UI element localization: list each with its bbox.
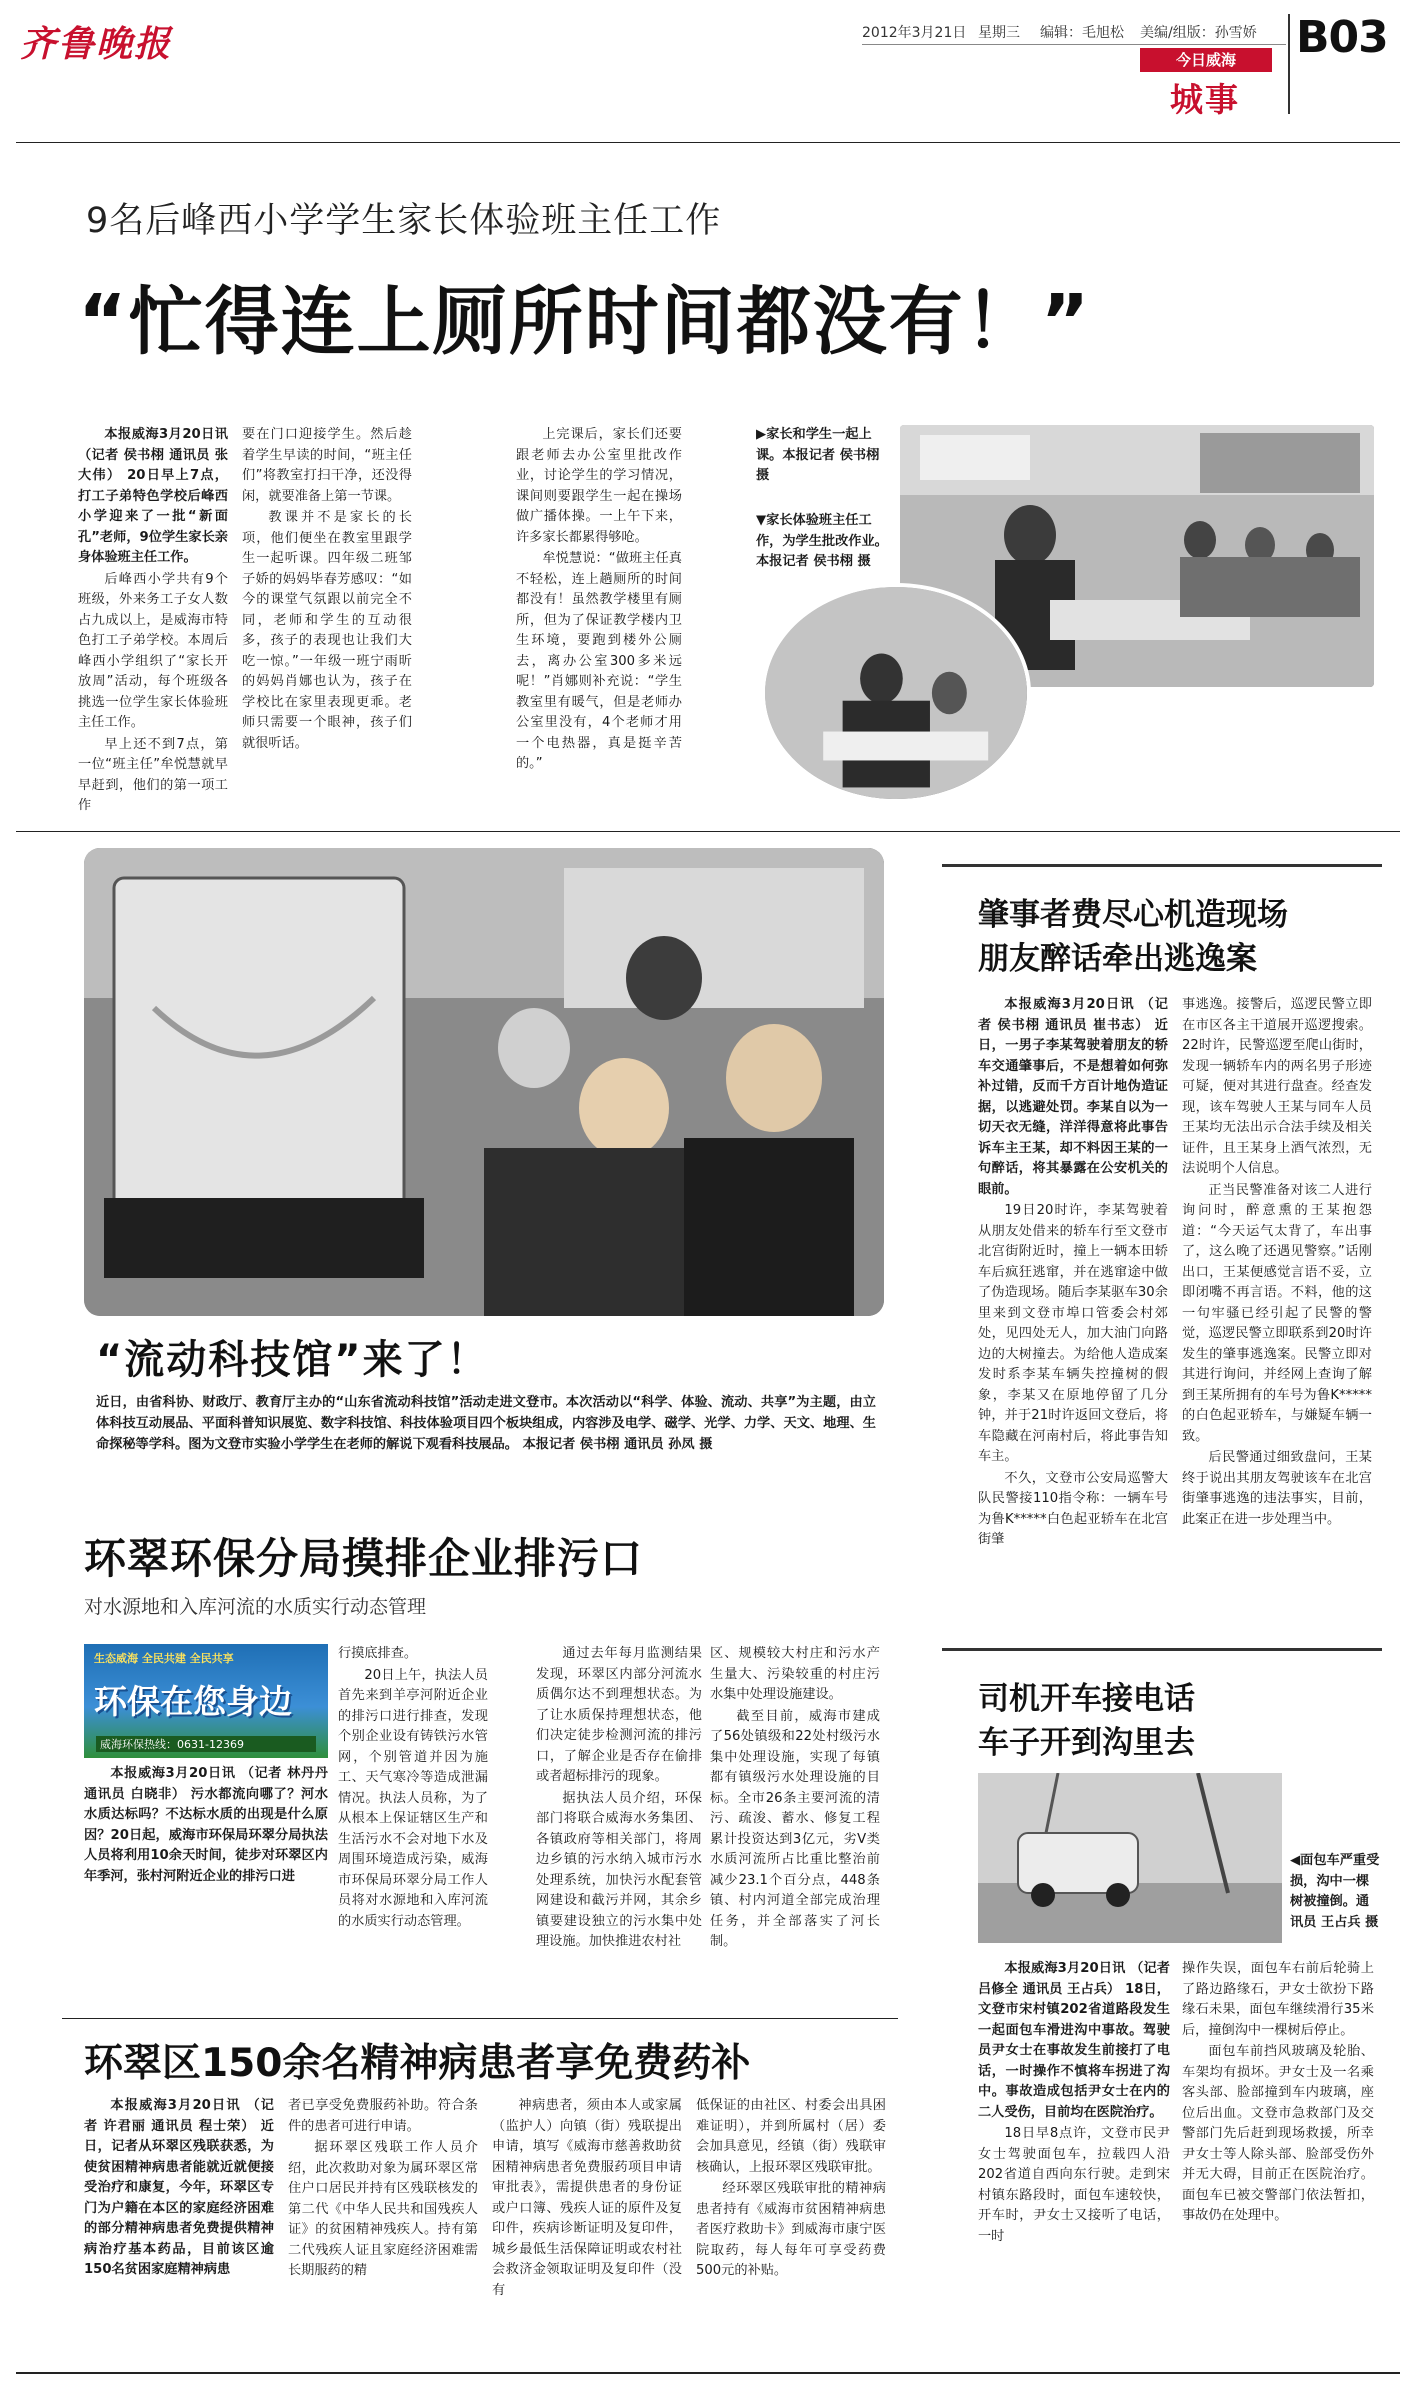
- paragraph: 20日上午，执法人员首先来到羊亭河附近企业的排污口进行排查，发现个别企业设有铸铁污水管网，个别管道并因为施工、天气寒冷等造成泄漏情况。执法人员称，为了从根本上保证辖区生产和生活污水不会对地下水及周围环境造成污染，威海市环保局环翠分局工作人员将对水源地和入库河流的水质实行动态管理。: [338, 1667, 488, 1929]
- article-parent-teacher: [16, 142, 1400, 832]
- article-phone-driving: [942, 1648, 1382, 2368]
- photo-crashed-van: [978, 1773, 1282, 1943]
- issue-date: 2012年3月21日: [862, 25, 967, 41]
- paragraph: 据环翠区残联工作人员介绍，此次救助对象为属环翠区常住户口居民并持有区残联核发的第二代《中华人民共和国残疾人证》的贫困精神残疾人。持有第二代残疾人证且家庭经济困难需长期服药的精: [288, 2140, 478, 2278]
- paragraph: 本报威海3月20日讯 （记者 吕修全 通讯员 王占兵） 18日，文登市宋村镇202省道路段发生一起面包车滑进沟中事故。驾驶员尹女士在事故发生前接打了电话，一时操作不慎将车拐进了沟中。事故造成包括尹女士在内的二人受伤，目前均在医院治疗。: [978, 1961, 1170, 2120]
- paragraph: 者已享受免费服药补助。符合条件的患者可进行申请。: [288, 2098, 478, 2134]
- pollution-column-2: [338, 1644, 488, 1933]
- article1-column-1: [78, 425, 228, 818]
- hitrun-headline-line2: 朋友醉话牵出逃逸案: [978, 941, 1257, 977]
- editor-credit: 编辑：毛旭松: [1040, 25, 1124, 41]
- designer-credit: 美编/组版：孙雪娇: [1140, 25, 1257, 41]
- hitrun-column-2: [1182, 995, 1372, 1531]
- paragraph: 18日早8点许，文登市民尹女士驾驶面包车，拉载四人沿202省道自西向东行驶。走到宋村镇东路段时，面包车速较快，开车时，尹女士又接听了电话，一时: [978, 2126, 1170, 2244]
- hitrun-headline-line1: 肇事者费尽心机造现场: [978, 897, 1288, 933]
- paragraph: 本报威海3月20日讯 （记者 侯书栩 通讯员 张大伟） 20日早上7点，打工子弟特色学校后峰西小学迎来了一批“新面孔”老师，9位学生家长亲身体验班主任工作。: [78, 427, 228, 565]
- paragraph: 牟悦慧说：“做班主任真不轻松，连上趟厕所的时间都没有！虽然教学楼里有厕所，但为了保证教学楼内卫生环境，要跑到楼外公厕去，离办公室300多米远呢！”肖娜则补充说：“学生教室里有暖气，但是老师办公室里没有，4个老师才用一个电热器，真是挺辛苦的。”: [516, 551, 682, 771]
- phone-headline-line1: 司机开车接电话: [978, 1681, 1195, 1717]
- mental-column-3: [492, 2096, 682, 2302]
- paragraph: 经环翠区残联审批的精神病患者持有《威海市贫困精神病患者医疗救助卡》到威海市康宁医院取药，每人每年可享受药费500元的补贴。: [696, 2181, 886, 2278]
- paragraph: 行摸底排查。: [338, 1646, 418, 1661]
- paragraph: 通过去年每月监测结果发现，环翠区内部分河流水质偶尔达不到理想状态。为了让水质保持理想状态，他们决定徒步检测河流的排污口，了解企业是否存在偷排或者超标排污的现象。: [536, 1646, 702, 1784]
- article1-column-3: [516, 425, 682, 776]
- phone-column-1: [978, 1959, 1170, 2248]
- pollution-column-4: [710, 1644, 880, 1954]
- paragraph: 区、规模较大村庄和污水产生量大、污染较重的村庄污水集中处理设施建设。: [710, 1646, 880, 1702]
- paragraph: 操作失误，面包车右前后轮骑上了路边路缘石，尹女士欲扮下路缘石未果，面包车继续滑行35米后，撞倒沟中一棵树后停止。: [1182, 1961, 1374, 2038]
- photo-caption-top: ▶家长和学生一起上课。本报记者 侯书栩 摄: [756, 427, 880, 483]
- paragraph: 后峰西小学共有9个班级，外来务工子女人数占九成以上，是威海市特色打工子弟学校。本周后峰西小学组织了“家长开放周”活动，每个班级各挑选一位学生家长体验班主任工作。: [78, 571, 228, 730]
- paragraph: 要在门口迎接学生。然后趁着学生早读的时间，“班主任们”将教室打扫干净，还没得闲，就要准备上第一节课。: [242, 427, 412, 504]
- paragraph: 上完课后，家长们还要跟老师去办公室里批改作业，讨论学生的学习情况，课间则要跟学生一起在操场做广播体操。一上午下来，许多家长都累得够呛。: [516, 427, 682, 545]
- page-number: B03: [1296, 12, 1388, 63]
- section-name: 城事: [1170, 80, 1240, 119]
- section-tag: 今日威海: [1140, 48, 1272, 72]
- banner-main: 环保在您身边: [94, 1682, 292, 1721]
- paragraph: 不久，文登市公安局巡警大队民警接110指令称：一辆车号为鲁K*****白色起亚轿车在北宫街肇: [978, 1470, 1168, 1547]
- paragraph: 面包车前挡风玻璃及轮胎、车架均有损坏。尹女士及一名乘客头部、脸部撞到车内玻璃，座位后出血。文登市急救部门及交警部门先后赶到现场救援，所幸尹女士等人除头部、脸部受伤外并无大碍，目前正在医院治疗。面包车已被交警部门依法暂扣，事故仍在处理中。: [1182, 2044, 1374, 2223]
- eco-banner: [84, 1644, 328, 1758]
- article-hit-and-run: [942, 864, 1382, 1636]
- page-bottom-rule: [16, 2372, 1400, 2374]
- article-kicker: 9名后峰西小学学生家长体验班主任工作: [86, 201, 722, 241]
- paragraph: 教课并不是家长的长项，他们便坐在教室里跟学生一起听课。四年级二班邹子娇的妈妈毕春芳感叹：“如今的课堂气氛跟以前完全不同，老师和学生的互动很多，孩子的表现也让我们大吃一惊。”一年级一班宁雨昕的妈妈肖娜也认为，孩子在学校比在家里表现更乖。老师只需要一个眼神，孩子们就很听话。: [242, 510, 412, 751]
- paragraph: 低保证的由社区、村委会出具困难证明），并到所属村（居）委会加具意见，经镇（街）残联审核确认，上报环翠区残联审批。: [696, 2098, 886, 2175]
- crash-photo-caption: ◀面包车严重受损，沟中一棵树被撞倒。通讯员 王占兵 摄: [1290, 1853, 1380, 1930]
- paragraph: 神病患者，须由本人或家属（监护人）向镇（街）残联提出申请，填写《威海市慈善救助贫困精神病患者免费服药项目申请审批表》，需提供患者的身份证或户口簿、残疾人证的原件及复印件，疾病诊断证明及复印件，城乡最低生活保障证明或农村社会救济金领取证明及复印件（没有: [492, 2098, 682, 2298]
- pollution-headline: 环翠环保分局摸排企业排污口: [84, 1534, 644, 1583]
- paragraph: 本报威海3月20日讯 （记者 许君丽 通讯员 程士荣） 近日，记者从环翠区残联获悉，为使贫困精神病患者能就近就便接受治疗和康复，今年，环翠区专门为户籍在本区的家庭经济困难的部分精神病患者免费提供精神病治疗基本药品，目前该区逾150名贫困家庭精神病患: [84, 2098, 274, 2277]
- paragraph: 事逃逸。接警后，巡逻民警立即在市区各主干道展开巡逻搜索。22时许，民警巡逻至爬山街时，发现一辆轿车内的两名男子形迹可疑，便对其进行盘查。经查发现，该车驾驶人王某与同车人员王某均无法出示合法手续及相关证件，且王某身上酒气浓烈，无法说明个人信息。: [1182, 997, 1372, 1176]
- science-caption: 近日，由省科协、财政厅、教育厅主办的“山东省流动科技馆”活动走进文登市。本次活动以“科学、体验、流动、共享”为主题，由立体科技互动展品、平面科普知识展览、数字科技馆、科技体验项目四个板块组成，内容涉及电学、磁学、光学、力学、天文、地理、生命探秘等学科。图为文登市实验小学学生在老师的解说下观看科技展品。 本报记者 侯书栩 通讯员 孙凤 摄: [96, 1395, 876, 1452]
- paragraph: 本报威海3月20日讯 （记者 林丹丹 通讯员 白晓非） 污水都流向哪了？河水水质达标吗？不达标水质的出现是什么原因？20日起，威海市环保局环翠分局执法人员将利用10余天时间，徒步对环翠区内年季河，张村河附近企业的排污口进: [84, 1766, 328, 1884]
- mental-column-2: [288, 2096, 478, 2283]
- paragraph: 本报威海3月20日讯 （记者 侯书栩 通讯员 崔书志） 近日，一男子李某驾驶着朋友的轿车交通肇事后，不是想着如何弥补过错，反而千方百计地伪造证据，以逃避处罚。李某自以为一切天衣无缝，洋洋得意将此事告诉车主王某，却不料因王某的一句醉话，将其暴露在公安机关的眼前。: [978, 997, 1168, 1197]
- photo-science-exhibit: [84, 848, 884, 1316]
- paragraph: 19日20时许，李某驾驶着从朋友处借来的轿车行至文登市北宫街附近时，撞上一辆本田轿车后疯狂逃窜，并在逃窜途中做了伪造现场。随后李某驱车30余里来到文登市埠口管委会村郊处，见四处无人，加大油门向路边的大树撞去。为给他人造成案发时系李某车辆失控撞树的假象，李某又在原地停留了几分钟，并于21时许返回文登后，将车隐藏在河南村后，将此事告知车主。: [978, 1203, 1168, 1464]
- article1-column-2: [242, 425, 412, 755]
- header-divider: [1288, 14, 1290, 114]
- photo-caption-bottom: ▼家长体验班主任工作，为学生批改作业。本报记者 侯书栩 摄: [756, 513, 888, 569]
- mental-column-1: [84, 2096, 274, 2282]
- phone-column-2: [1182, 1959, 1374, 2228]
- pollution-column-3: [536, 1644, 702, 1954]
- mental-headline: 环翠区150余名精神病患者享免费药补: [84, 2041, 751, 2086]
- section-rule: [62, 2018, 898, 2019]
- science-headline: “流动科技馆”来了！: [96, 1337, 489, 1383]
- hitrun-column-1: [978, 995, 1168, 1552]
- paragraph: 据执法人员介绍，环保部门将联合威海水务集团、各镇政府等相关部门，将周边乡镇的污水纳入城市污水处理系统，加快污水配套管网建设和截污并网，其余乡镇要建设独立的污水集中处理设施。加快推进农村社: [536, 1790, 702, 1949]
- phone-headline-line2: 车子开到沟里去: [978, 1725, 1195, 1761]
- banner-slogan: 生态威海 全民共建 全民共享: [94, 1652, 234, 1665]
- issue-weekday: 星期三: [978, 25, 1020, 41]
- header-rule: [862, 44, 1286, 45]
- paragraph: 后民警通过细致盘问，王某终于说出其朋友驾驶该车在北宫街肇事逃逸的违法事实，目前，此案正在进一步处理当中。: [1182, 1450, 1372, 1527]
- pollution-column-1: [84, 1764, 328, 1888]
- mental-column-4: [696, 2096, 886, 2283]
- paragraph: 早上还不到7点，第一位“班主任”牟悦慧就早早赶到，他们的第一项工作: [78, 736, 228, 813]
- newspaper-logo: 齐鲁晚报: [20, 23, 173, 65]
- paragraph: 截至目前，威海市建成了56处镇级和22处村级污水集中处理设施，实现了每镇都有镇级污水处理设施的目标。全市26条主要河流的清污、疏浚、蓄水、修复工程累计投资达到3亿元，劣Ⅴ类水质河流所占比重比整治前减少23.1个百分点，448条镇、村内河道全部完成治理任务，并全部落实了河长制。: [710, 1708, 880, 1949]
- pollution-subtitle: 对水源地和入库河流的水质实行动态管理: [84, 1596, 427, 1618]
- article-headline: “忙得连上厕所时间都没有！”: [78, 279, 1092, 365]
- photo-grading-homework: [761, 583, 1031, 803]
- paragraph: 正当民警准备对该二人进行询问时，醉意熏的王某抱怨道：“今天运气太背了，车出事了，这么晚了还遇见警察。”话刚出口，王某便感觉言语不妥，立即闭嘴不再言语。不料，他的这一句牢骚已经引起了民警的警觉，巡逻民警立即联系到20时许发生的肇事逃逸案。民警立即对其进行询问，并经网上查询了解到王某所拥有的车号为鲁K*****的白色起亚轿车，与嫌疑车辆一致。: [1182, 1182, 1372, 1444]
- banner-hotline: 威海环保热线：0631-12369: [96, 1736, 316, 1752]
